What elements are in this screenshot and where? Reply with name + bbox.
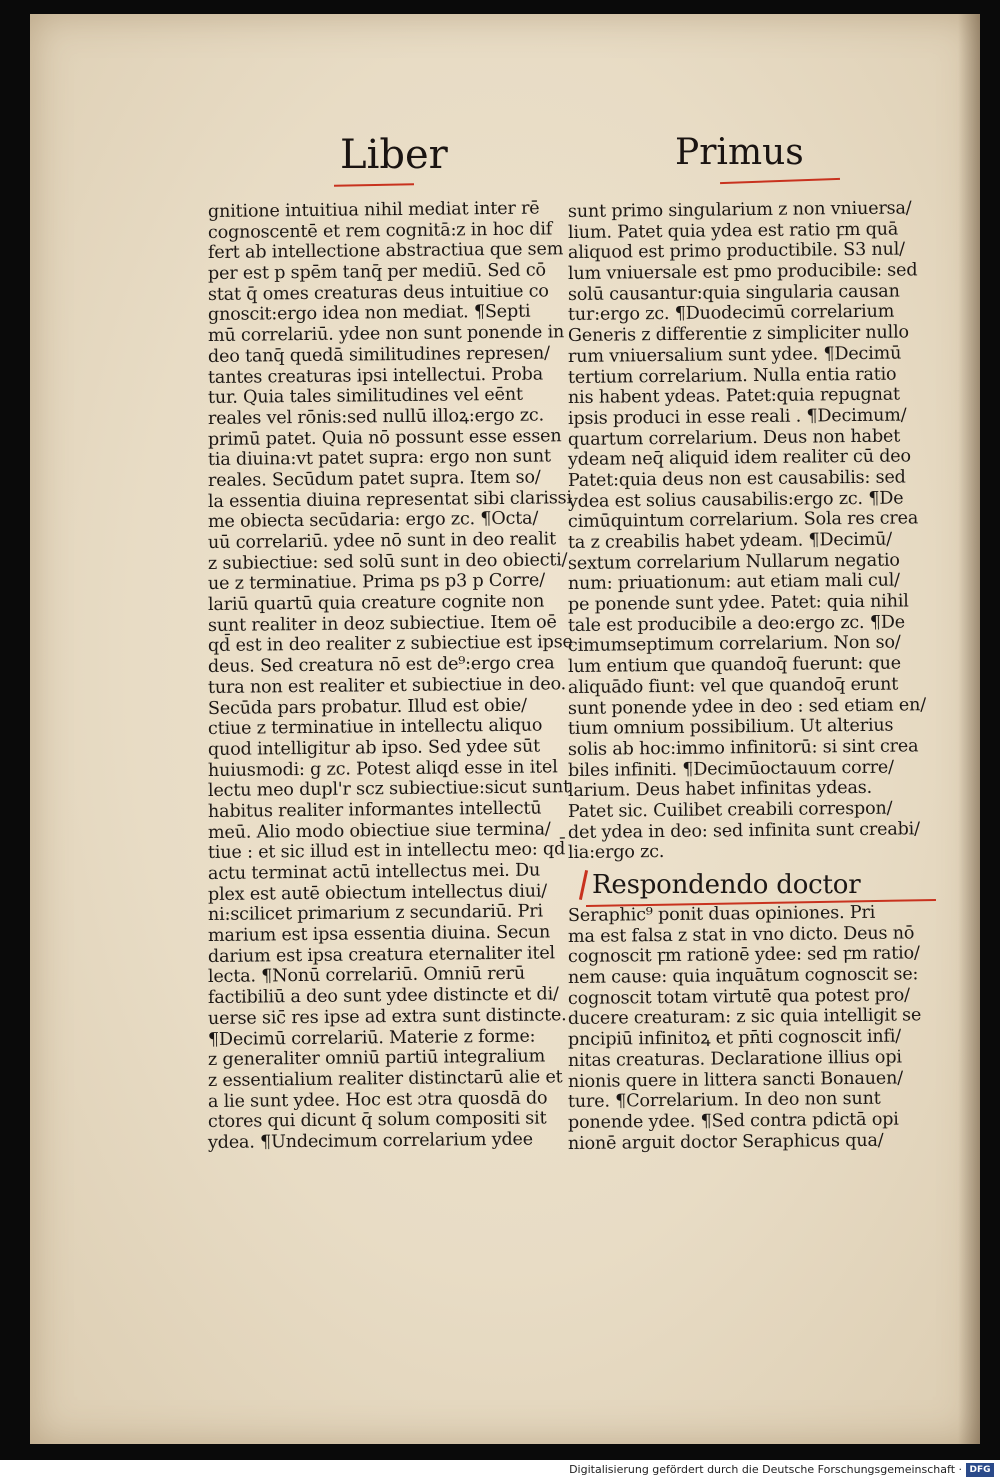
text-line: habitus realiter informantes intellectū	[207, 798, 542, 822]
text-line: ma est falsa z stat in vno dicto. Deus nō	[567, 923, 915, 947]
text-line: Patet:quia deus non est causabilis: sed	[567, 467, 906, 491]
page-gutter-shadow	[958, 14, 980, 1444]
text-line: rum vniuersalium sunt ydee. ¶Decimū	[567, 343, 902, 367]
text-line: gnoscit:ergo idea non mediat. ¶Septi	[207, 302, 531, 326]
text-line: lium. Patet quia ydea est ratio ꝼm quā	[567, 219, 899, 243]
text-line: ni:scilicet primarium z secundariū. Pri	[207, 901, 543, 926]
text-line: darium est ipsa creatura eternaliter itel	[207, 943, 556, 967]
text-line: nionis quere in littera sancti Bonauen/	[567, 1067, 904, 1092]
text-line: Generis z differentie z simpliciter nullo	[567, 322, 909, 347]
text-line: cimumseptimum correlarium. Non so/	[567, 632, 901, 657]
text-line: sunt ponende ydee in deo : sed etiam en/	[567, 694, 927, 719]
text-line: nis habent ydeas. Patet:quia repugnat	[567, 384, 900, 409]
text-line: ydeam neq̄ aliquid idem realiter cū deo	[567, 446, 911, 471]
text-line: Patet sic. Cuilibet creabili correspon/	[567, 798, 893, 822]
text-line: z generaliter omniū partiū integralium	[207, 1046, 546, 1071]
text-line: z subiectiue: sed solū sunt in deo obiecti/	[207, 549, 568, 574]
text-line: meū. Alio modo obiectiue siue termina/	[207, 819, 551, 843]
text-line: tura non est realiter et subiectiue in deo.	[207, 674, 567, 698]
book-page	[30, 14, 980, 1444]
text-line: tiue : et sic illud est in intellectu meo: qd̄	[207, 839, 566, 864]
text-line: nem cause: quia inquātum cognoscit se:	[567, 964, 919, 989]
text-line: fert ab intellectione abstractiua que sem	[207, 239, 564, 264]
text-line: Secūda pars probatur. Illud est obie/	[207, 695, 527, 719]
text-line: ue z terminatiue. Prima ps p3 p Corre/	[207, 570, 545, 595]
text-line: cognoscit totam virtutē qua potest pro/	[567, 985, 910, 1009]
text-line: aliquādo fiunt: vel que quandoq̄ erunt	[567, 674, 899, 698]
text-line: sunt realiter in deoz subiectiue. Item oē	[207, 612, 557, 636]
text-line: nitas creaturas. Declaratione illius opi	[567, 1047, 902, 1071]
text-line: actu terminat actū intellectus mei. Du	[207, 860, 541, 884]
text-line: sextum correlarium Nullarum negatio	[567, 550, 900, 574]
text-line: pncipiū infinitoꝝ et pn̄ti cognoscit infi/	[567, 1026, 902, 1051]
text-line: lum entium que quandoq̄ fuerunt: que	[567, 653, 902, 678]
footer-credit: Digitalisierung gefördert durch die Deutsche Forschungsgemeinschaft ·	[569, 1463, 962, 1476]
text-line: marium est ipsa essentia diuina. Secun	[207, 922, 551, 947]
text-line: tale est producibile a deo:ergo zc. ¶De	[567, 612, 906, 636]
text-line: mū correlariū. ydee non sunt ponende in	[207, 322, 565, 347]
text-line: huiusmodi: g zc. Potest aliqd esse in itel	[207, 756, 558, 781]
text-line: ctores qui dicunt q̄ solum compositi sit	[207, 1108, 547, 1133]
text-line: a lie sunt ydee. Hoc est ɔtra quosdā do	[207, 1088, 548, 1112]
section-heading-text: Respondendo doctor	[592, 870, 861, 900]
text-line: lum vniuersale est pmo producibile: sed	[567, 260, 918, 285]
text-line: tur. Quia tales similitudines vel eēnt	[207, 384, 523, 409]
text-line: ydea est solius causabilis:ergo zc. ¶De	[567, 488, 904, 512]
text-line: cimūquintum correlarium. Sola res crea	[567, 508, 919, 533]
text-line: cognoscentē et rem cognitā:z in hoc dif	[207, 219, 553, 243]
text-line: lariū quartū quia creature cognite non	[207, 591, 545, 616]
text-line: tia diuina:vt patet supra: ergo non sunt	[207, 446, 551, 471]
text-line: sunt primo singularium z non vniuersa/	[567, 198, 912, 222]
text-line: tium omnium possibilium. Ut alterius	[567, 715, 894, 740]
text-line: aliquod est primo productibile. S3 nul/	[567, 239, 905, 264]
text-line: factibiliū a deo sunt ydee distincte et di/	[207, 984, 559, 1009]
text-line: ture. ¶Correlarium. In deo non sunt	[567, 1088, 881, 1113]
text-line: stat q̄ omes creaturas deus intuitiue co	[207, 281, 549, 305]
header-right: Primus	[675, 132, 804, 173]
left-text-column	[207, 198, 580, 1154]
text-line: plex est autē obiectum intellectus diui/	[207, 881, 548, 905]
text-line: lia:ergo zc.	[567, 842, 665, 864]
rubric-marker	[579, 870, 588, 900]
right-column-bottom	[567, 902, 940, 1154]
text-line: z essentialium realiter distinctarū alie et	[207, 1067, 563, 1091]
text-line: ctiue z terminatiue in intellectu aliquo	[207, 715, 543, 740]
header-right-rule	[720, 178, 840, 184]
text-line: primū patet. Quia nō possunt esse essen	[207, 425, 562, 450]
text-line: gnitione intuitiua nihil mediat inter rē	[207, 198, 540, 222]
text-line: reales. Secūdum patet supra. Item so/	[207, 467, 541, 491]
text-line: deo tanq̄ quedā similitudines represen/	[207, 343, 550, 367]
text-line: la essentia diuina representat sibi clarissi	[207, 487, 572, 512]
text-line: quartum correlarium. Deus non habet	[567, 426, 901, 450]
text-line: pe ponende sunt ydee. Patet: quia nihil	[567, 591, 909, 616]
text-line: num: priuationum: aut etiam mali cul/	[567, 570, 900, 595]
text-line: deus. Sed creatura nō est de⁹:ergo crea	[207, 653, 555, 678]
text-line: quod intelligitur ab ipso. Sed ydee sūt	[207, 736, 541, 760]
text-line: det ydea in deo: sed infinita sunt creabi/	[567, 818, 920, 843]
text-line: tantes creaturas ipsi intellectui. Proba	[207, 363, 544, 388]
text-line: ¶Decimū correlariū. Materie z forme:	[207, 1026, 536, 1050]
text-line: uū correlariū. ydee nō sunt in deo realit	[207, 529, 557, 553]
text-line: tur:ergo zc. ¶Duodecimū correlarium	[567, 302, 895, 326]
footer-bar	[0, 1460, 1000, 1482]
text-line: tertium correlarium. Nulla entia ratio	[567, 364, 897, 388]
text-line: reales vel rōnis:sed nullū illoꝝ:ergo zc.	[207, 405, 545, 429]
text-line: ponende ydee. ¶Sed contra pdictā opi	[567, 1109, 899, 1133]
running-header	[30, 132, 980, 202]
text-line: ipsis produci in esse reali . ¶Decimum/	[567, 405, 907, 429]
right-text-column	[567, 198, 940, 1154]
header-left: Liber	[340, 132, 448, 178]
text-line: Seraphic⁹ ponit duas opiniones. Pri	[567, 902, 876, 926]
text-line: ducere creaturam: z sic quia intelligit se	[567, 1005, 922, 1030]
text-line: lecta. ¶Nonū correlariū. Omniū rerū	[207, 964, 526, 988]
text-line: uerse sic̄ res ipse ad extra sunt distincte.	[207, 1005, 567, 1029]
dfg-logo: DFG	[966, 1463, 994, 1477]
text-line: cognoscit ꝼm rationē ydee: sed ꝼm ratio/	[567, 943, 920, 968]
text-line: biles infiniti. ¶Decimūoctauum corre/	[567, 757, 894, 781]
text-line: nionē arguit doctor Seraphicus qua/	[567, 1130, 884, 1154]
text-line: solis ab hoc:immo infinitorū: si sint crea	[567, 736, 919, 760]
text-line: solū causantur:quia singularia causan	[567, 281, 900, 305]
text-line: qd̄ est in deo realiter z subiectiue est ipse	[207, 632, 573, 657]
text-line: lectu meo dupl'r scz subiectiue:sicut sunt	[207, 777, 571, 802]
header-left-rule	[334, 183, 414, 186]
section-heading	[568, 868, 940, 902]
text-line: me obiecta secūdaria: ergo zc. ¶Octa/	[207, 508, 539, 533]
text-line: ta z creabilis habet ydeam. ¶Decimū/	[567, 529, 893, 553]
right-column-top	[567, 198, 940, 864]
text-line: larium. Deus habet infinitas ydeas.	[567, 778, 873, 802]
text-line: per est p spēm tanq̄ per mediū. Sed cō	[207, 260, 546, 285]
text-line: ydea. ¶Undecimum correlarium ydee	[207, 1129, 534, 1153]
